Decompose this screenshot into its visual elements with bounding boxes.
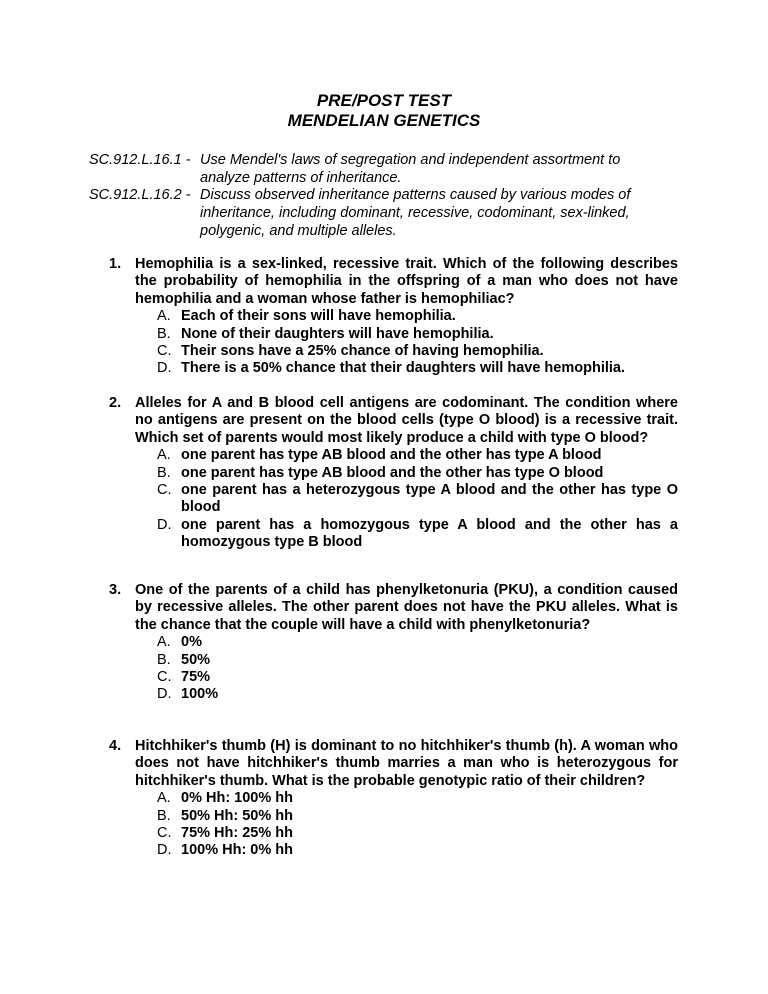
option-text: 75% xyxy=(181,669,211,686)
question-text: Hitchhiker's thumb (H) is dominant to no hitchhiker's thumb (h). A woman who does not have hitchhiker's thumb marries a man who is heterozygous for hitchhiker's thumb. What is the probable genotypic ratio of their children? xyxy=(135,738,678,789)
question-number: 4. xyxy=(109,738,122,754)
standard-code: SC.912.L.16.2 - xyxy=(89,187,191,203)
answer-options xyxy=(157,634,678,704)
question-2 xyxy=(109,395,678,552)
answer-option xyxy=(157,465,678,482)
question-number: 1. xyxy=(109,256,122,272)
option-text: 100% xyxy=(181,686,219,703)
standard-description-rest: analyze patterns of inheritance. xyxy=(200,170,402,186)
answer-option xyxy=(157,790,678,807)
option-text: 50% xyxy=(181,651,211,668)
option-letter: C. xyxy=(157,669,172,686)
answer-option xyxy=(157,447,678,464)
option-text: one parent has type AB blood and the other has type O blood xyxy=(181,464,604,481)
answer-option xyxy=(157,652,678,669)
option-text: Their sons have a 25% chance of having hemophilia. xyxy=(181,343,544,360)
standard-description-line1: Use Mendel's laws of segregation and independent assortment to xyxy=(200,152,621,168)
option-letter: D. xyxy=(157,842,172,859)
option-text: one parent has type AB blood and the other has type A blood xyxy=(181,447,602,464)
option-text: one parent has a heterozygous type A blood and the other has type O blood xyxy=(181,482,678,516)
option-letter: B. xyxy=(157,651,171,668)
standard-description xyxy=(200,186,689,240)
question-number: 3. xyxy=(109,582,122,598)
page-title: PRE/POST TEST xyxy=(316,91,452,110)
standard-description xyxy=(200,151,689,187)
standard-description-line1: Discuss observed inheritance patterns caused by various modes of xyxy=(200,187,631,203)
question-text: Alleles for A and B blood cell antigens are codominant. The condition where no antigens are present on the blood cells (type O blood) is a recessive trait. Which set of parents would most likely produce a child with type O blood? xyxy=(135,395,678,446)
option-letter: B. xyxy=(157,807,171,824)
standard-1 xyxy=(89,151,689,187)
option-letter: A. xyxy=(157,308,171,325)
option-letter: A. xyxy=(157,634,171,651)
standard-2 xyxy=(89,186,689,240)
option-letter: C. xyxy=(157,482,172,499)
answer-option xyxy=(157,825,678,842)
option-text: 75% Hh: 25% hh xyxy=(181,825,293,842)
option-text: one parent has a homozygous type A blood and the other has a homozygous type B blood xyxy=(181,516,678,551)
standard-description-rest: inheritance, including dominant, recessive, codominant, sex-linked, polygenic, and multiple alleles. xyxy=(200,205,630,239)
answer-option xyxy=(157,360,678,377)
standard-code: SC.912.L.16.1 - xyxy=(89,152,191,168)
option-letter: D. xyxy=(157,686,172,703)
answer-options xyxy=(157,308,678,378)
option-text: Each of their sons will have hemophilia. xyxy=(181,308,456,325)
option-text: None of their daughters will have hemophilia. xyxy=(181,325,494,342)
answer-options xyxy=(157,790,678,860)
answer-option xyxy=(157,686,678,703)
question-4 xyxy=(109,738,678,860)
option-text: 50% Hh: 50% hh xyxy=(181,807,293,824)
answer-options xyxy=(157,447,678,551)
option-text: 0% Hh: 100% hh xyxy=(181,790,293,807)
answer-option xyxy=(157,634,678,651)
question-number: 2. xyxy=(109,395,122,411)
answer-option xyxy=(157,482,678,517)
answer-option xyxy=(157,517,678,552)
option-text: There is a 50% chance that their daughters will have hemophilia. xyxy=(181,360,625,377)
question-text: Hemophilia is a sex-linked, recessive trait. Which of the following describes the probability of hemophilia in the offspring of a man who does not have hemophilia and a woman whose father is hemophiliac? xyxy=(135,256,678,307)
option-text: 0% xyxy=(181,634,202,651)
option-text: 100% Hh: 0% hh xyxy=(181,842,293,859)
option-letter: D. xyxy=(157,360,172,377)
option-letter: B. xyxy=(157,464,171,481)
option-letter: A. xyxy=(157,447,171,464)
answer-option xyxy=(157,343,678,360)
answer-option xyxy=(157,669,678,686)
option-letter: B. xyxy=(157,325,171,342)
option-letter: C. xyxy=(157,343,172,360)
question-3 xyxy=(109,582,678,704)
page-subtitle: MENDELIAN GENETICS xyxy=(287,111,481,130)
option-letter: D. xyxy=(157,516,172,533)
question-text: One of the parents of a child has phenylketonuria (PKU), a condition caused by recessive alleles. The other parent does not have the PKU alleles. What is the chance that the couple will have a child with phenylketonuria? xyxy=(135,582,678,633)
option-letter: C. xyxy=(157,825,172,842)
answer-option xyxy=(157,326,678,343)
option-letter: A. xyxy=(157,790,171,807)
answer-option xyxy=(157,308,678,325)
question-1 xyxy=(109,256,678,378)
answer-option xyxy=(157,842,678,859)
answer-option xyxy=(157,808,678,825)
